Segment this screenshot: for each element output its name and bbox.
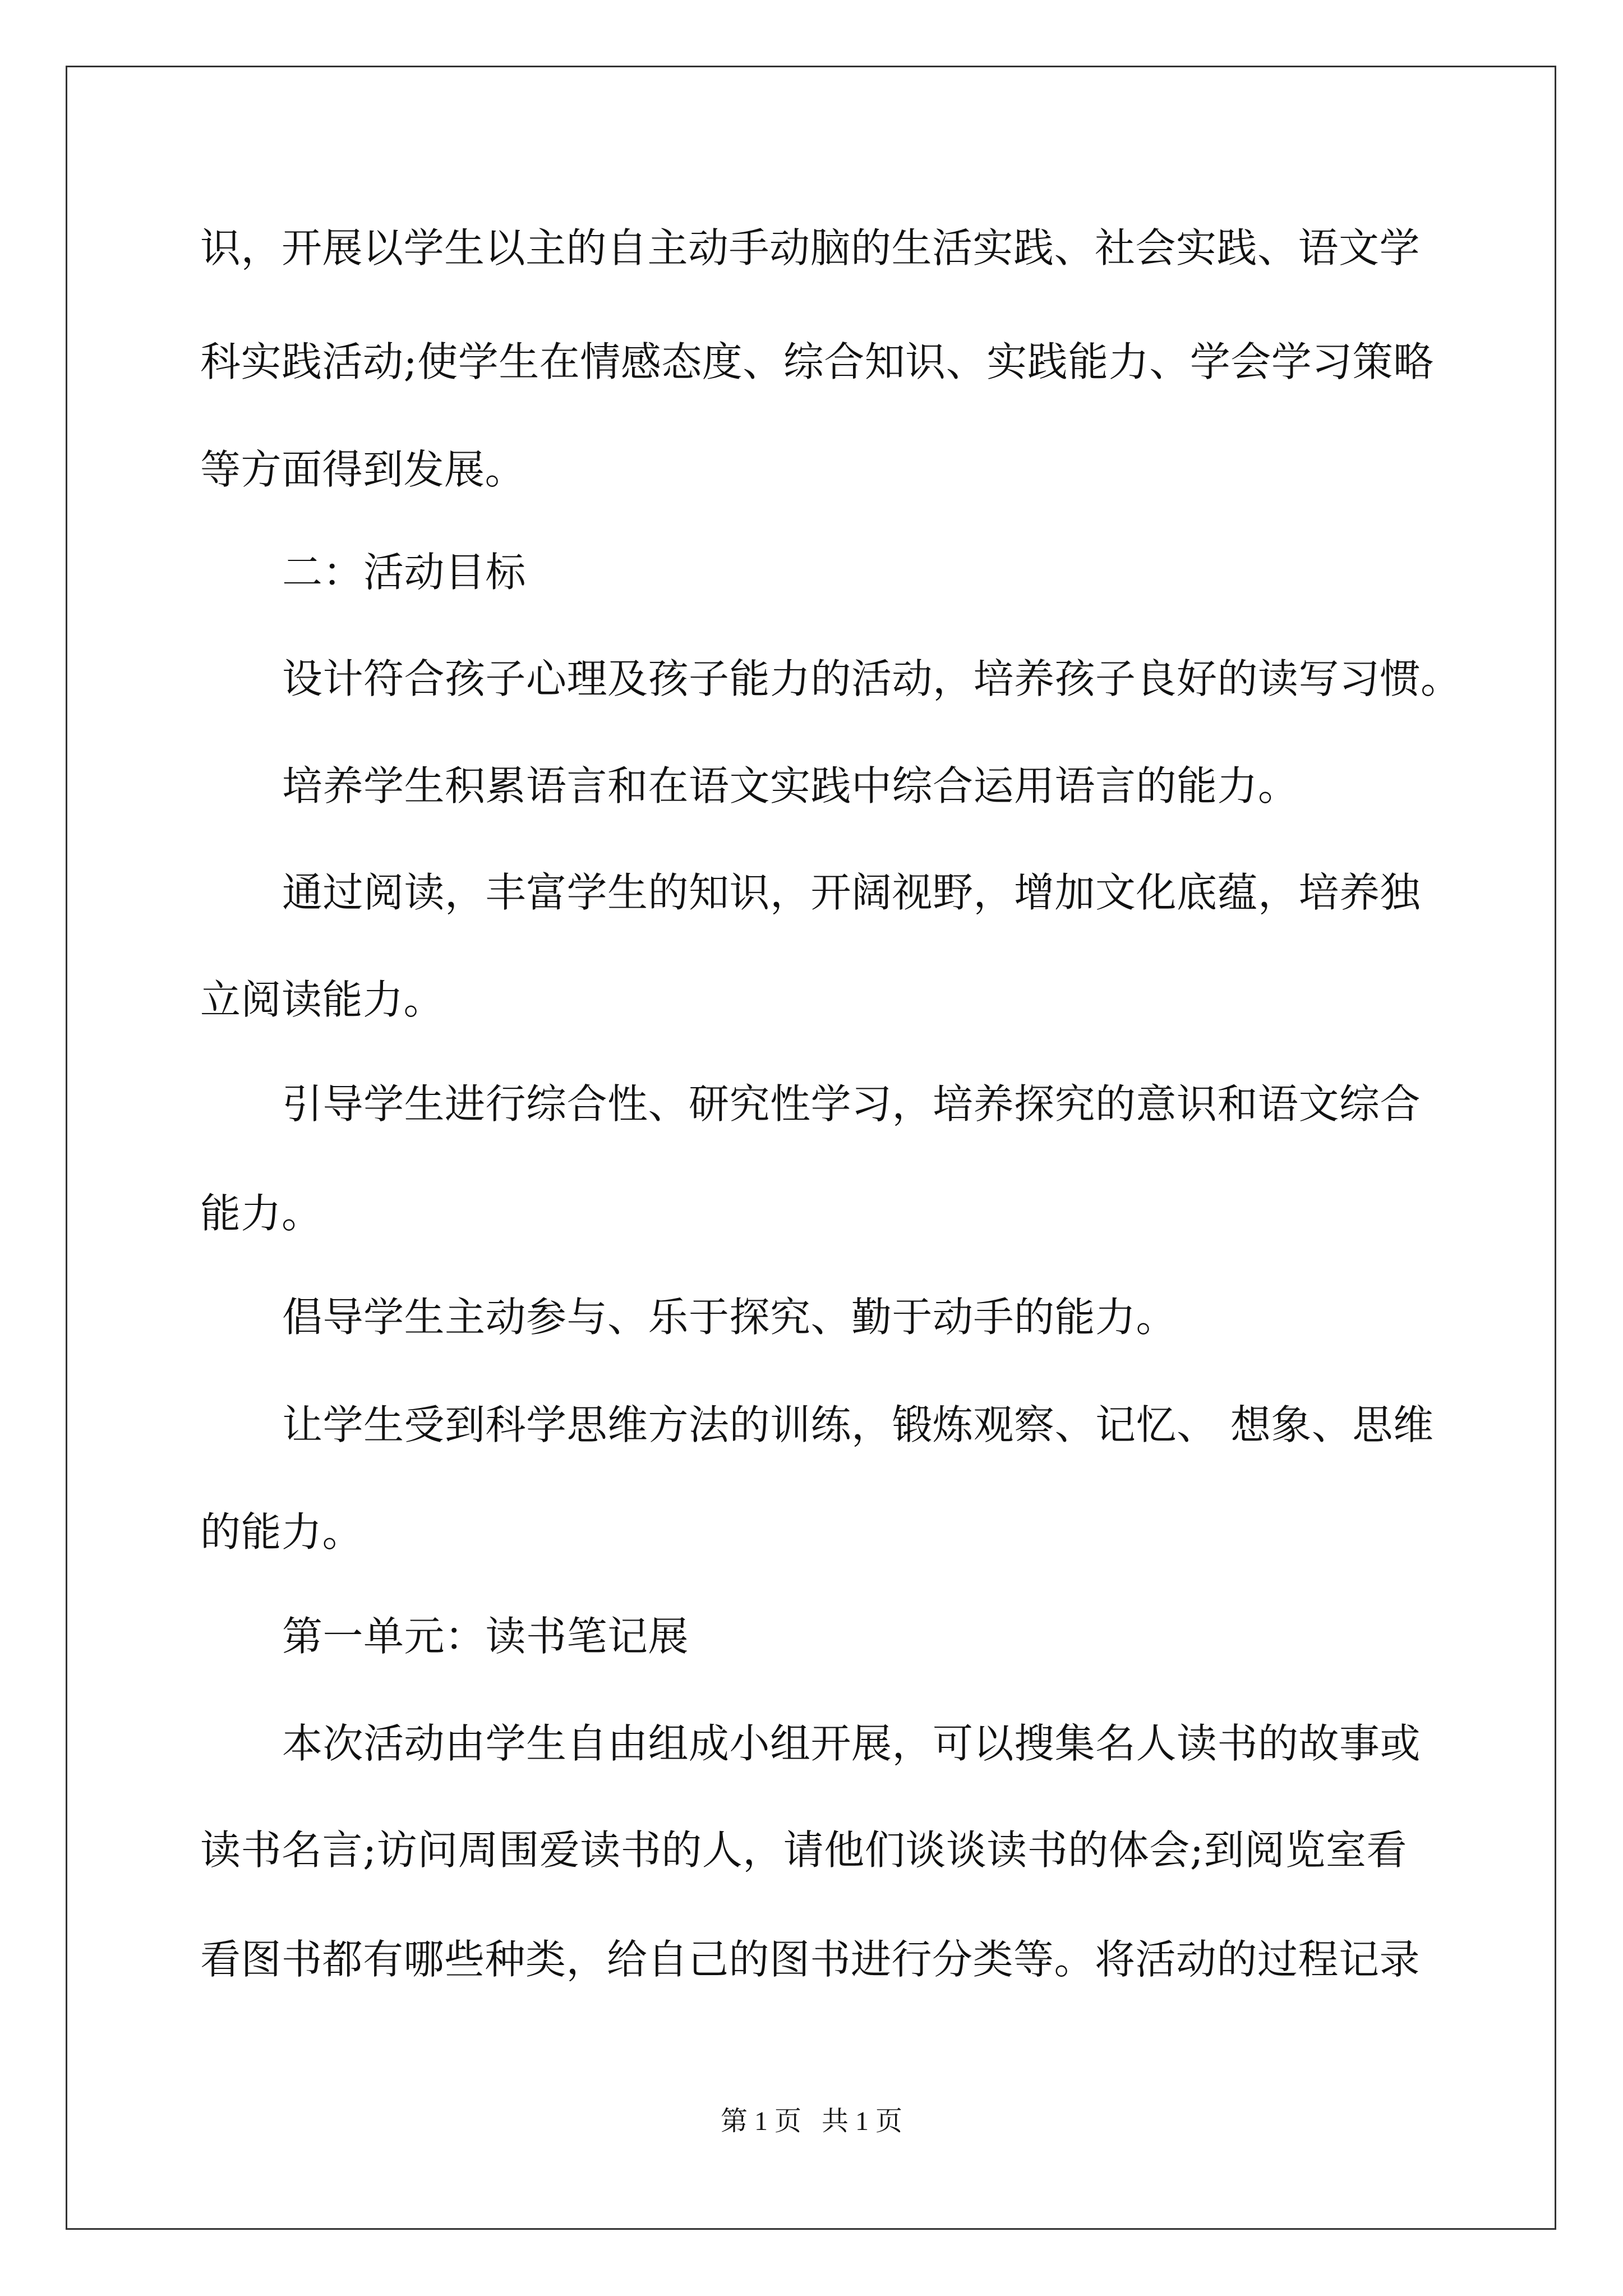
text-line: 识，开展以学生以主的自主动手动脑的生活实践、社会实践、语文学 (200, 224, 1421, 272)
text-line: 培养学生积累语言和在语文实践中综合运用语言的能力。 (282, 762, 1299, 809)
text-line: 倡导学生主动参与、乐于探究、勤于动手的能力。 (282, 1294, 1177, 1341)
text-line: 科实践活动;使学生在情感态度、综合知识、实践能力、学会学习策略 (200, 338, 1434, 385)
text-line: 等方面得到发展。 (200, 446, 526, 493)
text-line: 能力。 (200, 1190, 322, 1237)
page-number-footer: 第 1 页 共 1 页 (720, 2106, 902, 2136)
text-line: 看图书都有哪些种类，给自己的图书进行分类等。将活动的过程记录 (200, 1936, 1421, 1983)
section-heading: 二：活动目标 (282, 549, 527, 596)
text-line: 通过阅读，丰富学生的知识，开阔视野，增加文化底蕴，培养独 (282, 869, 1421, 916)
text-line: 的能力。 (200, 1508, 363, 1556)
text-line: 本次活动由学生自由组成小组开展，可以搜集名人读书的故事或 (282, 1720, 1421, 1767)
text-line: 设计符合孩子心理及孩子能力的活动，培养孩子良好的读写习惯。 (282, 655, 1461, 702)
text-line: 引导学生进行综合性、研究性学习，培养探究的意识和语文综合 (282, 1080, 1421, 1128)
page-frame (66, 66, 1556, 2230)
section-heading: 第一单元：读书笔记展 (282, 1613, 689, 1660)
text-line: 立阅读能力。 (200, 976, 445, 1023)
text-line: 让学生受到科学思维方法的训练，锻炼观察、记忆、 想象、思维 (282, 1401, 1434, 1448)
text-line: 读书名言;访问周围爱读书的人，请他们谈谈读书的体会;到阅览室看 (200, 1826, 1408, 1874)
